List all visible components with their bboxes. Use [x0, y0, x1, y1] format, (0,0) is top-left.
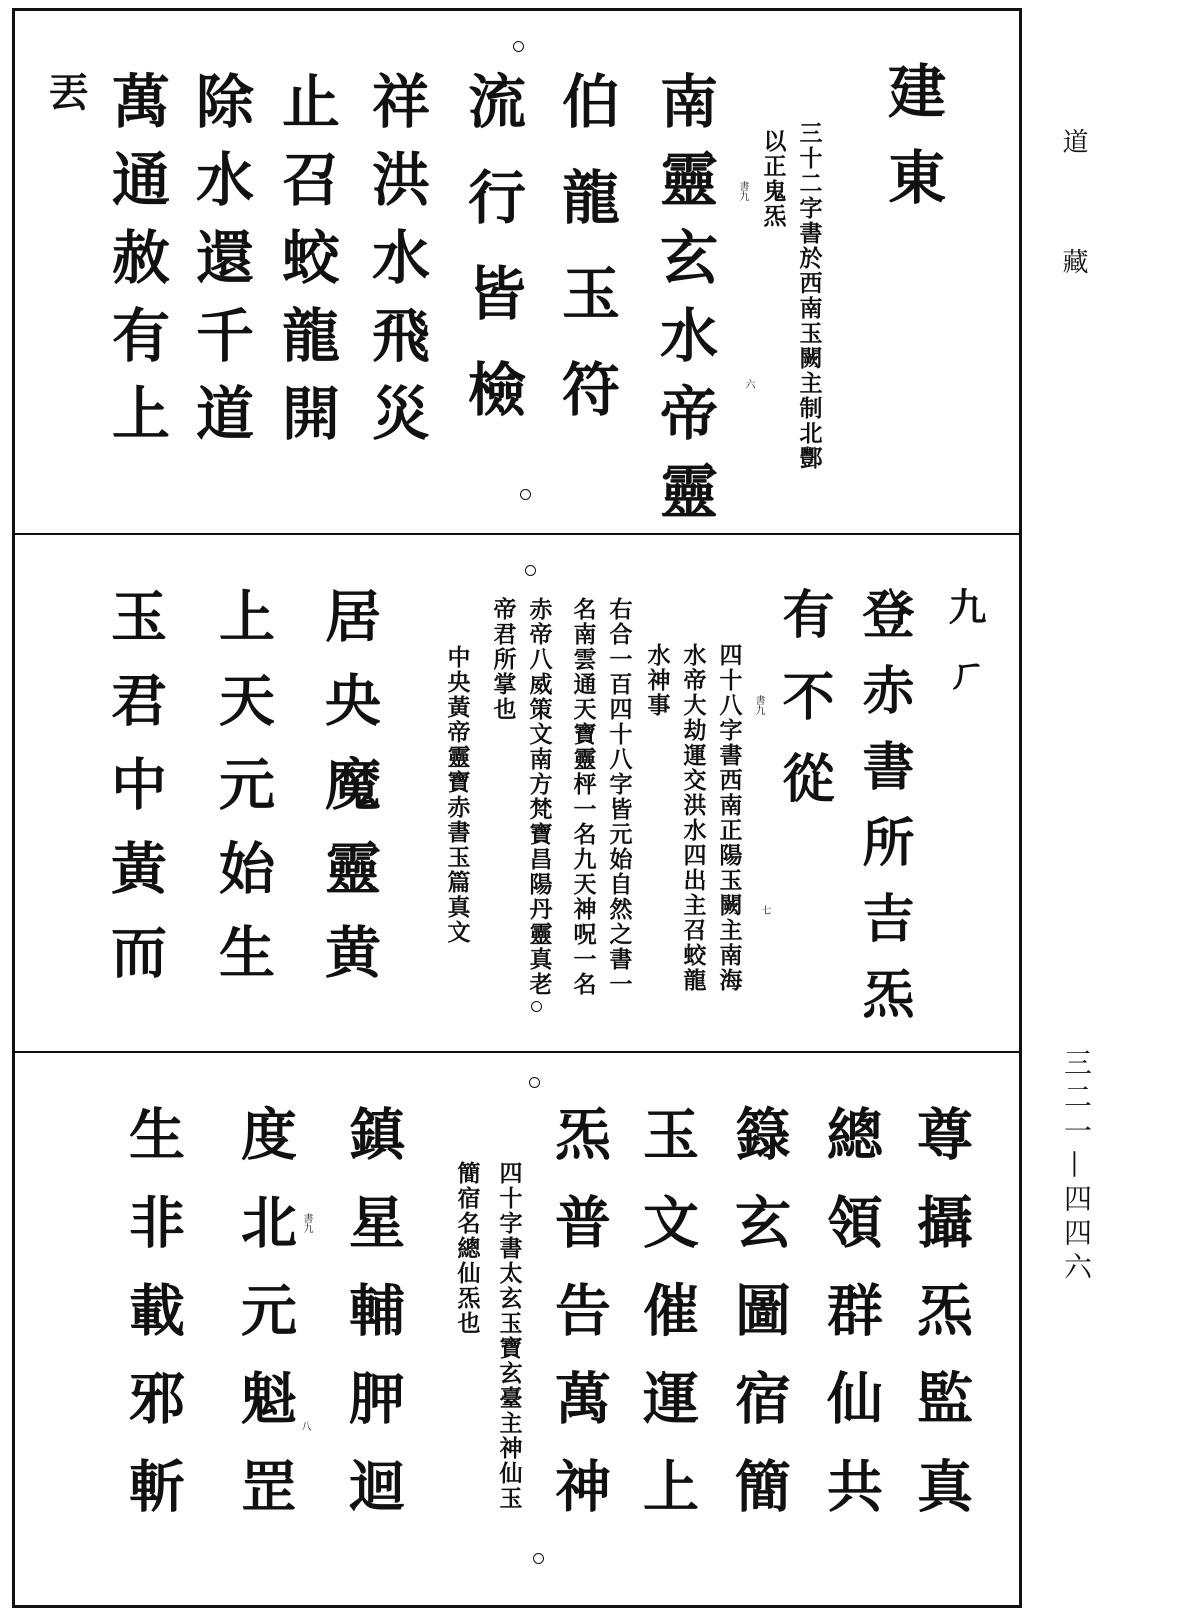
text-line-8: 中央黃帝靈寶赤書玉篇真文 — [443, 645, 471, 945]
text-line-1: 三十二字書於西南玉闕主制北酆 — [795, 121, 823, 471]
seal-glyphs: 鎮星輔胛迴 — [340, 1105, 406, 1545]
seal-column-4 — [634, 1105, 700, 1545]
seal-glyphs: 度北元魁罡 — [232, 1105, 298, 1545]
seal-glyphs: 止召蛟龍開 — [272, 71, 340, 461]
note-number: 八 — [299, 1421, 310, 1431]
seal-glyphs: 生非載邪斬 — [120, 1105, 186, 1545]
seal-glyphs: 九ㄏ — [942, 587, 987, 719]
seal-glyphs: 丟 — [42, 71, 89, 139]
text-line-7: 帝君所掌也 — [489, 597, 517, 722]
seal-column-2 — [650, 71, 718, 539]
seal-column-4 — [316, 587, 382, 1007]
seal-column-1 — [942, 587, 987, 719]
seal-glyphs: 建東 — [878, 61, 946, 233]
note-shu-jiu: 書九 — [753, 695, 764, 715]
text-line-6: 赤帝八威策文南方梵寶昌陽丹靈真老 — [525, 597, 553, 997]
note-shu-jiu: 書九 — [301, 1213, 312, 1233]
seal-glyphs: 上天元始生 — [210, 587, 276, 1007]
seal-column-5 — [546, 1105, 612, 1545]
seal-column-5 — [210, 587, 276, 1007]
seal-glyphs: 炁普告萬神 — [546, 1105, 612, 1545]
seal-column-2 — [853, 587, 914, 1043]
seal-column-8 — [120, 1105, 186, 1545]
seal-glyphs: 籙玄圖宿簡 — [726, 1105, 792, 1545]
note-shu-jiu: 書九 — [737, 181, 748, 201]
text-line-2: 以正鬼炁 — [759, 129, 787, 229]
page-number: 三二一—四四六 — [1060, 1048, 1093, 1286]
seal-glyphs: 伯龍玉符 — [552, 71, 620, 455]
text-line-4: 右合一百四十八字皆元始自然之書一 — [605, 597, 633, 997]
text-line-1: 四十八字書西南正陽玉闕主南海 — [715, 643, 743, 993]
seal-glyphs: 流行皆檢 — [458, 71, 526, 455]
text-line-2: 水帝大劫運交洪水四出主召蛟龍 — [679, 643, 707, 993]
seal-glyphs: 萬通赦有上 — [102, 71, 170, 461]
seal-column-3 — [773, 587, 834, 833]
circle-mark — [529, 1077, 540, 1088]
seal-column-1 — [908, 1105, 974, 1545]
seal-column-9 — [42, 71, 89, 139]
text-line-3: 水神事 — [643, 643, 671, 718]
seal-glyphs: 除水還千道 — [186, 71, 254, 461]
seal-column-2 — [818, 1105, 884, 1545]
seal-glyphs: 登赤書所吉炁 — [853, 587, 914, 1043]
seal-column-1 — [878, 61, 946, 233]
seal-glyphs: 居央魔靈黄 — [316, 587, 382, 1007]
panel-2 — [15, 535, 1019, 1051]
seal-glyphs: 祥洪水飛災 — [362, 71, 430, 461]
seal-column-3 — [552, 71, 620, 455]
text-line-1: 四十字書太玄玉寶玄臺主神仙玉 — [495, 1161, 523, 1511]
seal-glyphs: 總領群仙共 — [818, 1105, 884, 1545]
seal-column-7 — [232, 1105, 298, 1545]
note-number: 七 — [759, 905, 770, 915]
circle-mark — [513, 41, 524, 52]
seal-column-6 — [102, 587, 168, 1007]
seal-glyphs: 尊攝炁監真 — [908, 1105, 974, 1545]
seal-column-4 — [458, 71, 526, 455]
circle-mark — [531, 1001, 542, 1012]
page-frame — [12, 8, 1022, 1608]
seal-column-7 — [186, 71, 254, 461]
seal-glyphs: 玉君中黃而 — [102, 587, 168, 1007]
seal-glyphs: 玉文催運上 — [634, 1105, 700, 1545]
circle-mark — [520, 489, 531, 500]
margin-title-dao: 道 — [1058, 128, 1088, 154]
circle-mark — [525, 565, 536, 576]
seal-column-3 — [726, 1105, 792, 1545]
seal-glyphs: 有不從 — [773, 587, 834, 833]
seal-column-8 — [102, 71, 170, 461]
text-line-5: 名南雲通天寶靈枰一名九天神呪一名 — [569, 597, 597, 997]
seal-column-5 — [362, 71, 430, 461]
circle-mark — [533, 1553, 544, 1564]
margin-title-zang: 藏 — [1058, 248, 1088, 274]
panel-1 — [15, 11, 1019, 539]
panel-3 — [15, 1053, 1019, 1605]
seal-column-6 — [340, 1105, 406, 1545]
text-line-2: 簡宿名總仙炁也 — [453, 1161, 481, 1336]
note-number: 六 — [743, 379, 754, 389]
seal-glyphs: 南靈玄水帝靈 — [650, 71, 718, 539]
seal-column-6 — [272, 71, 340, 461]
